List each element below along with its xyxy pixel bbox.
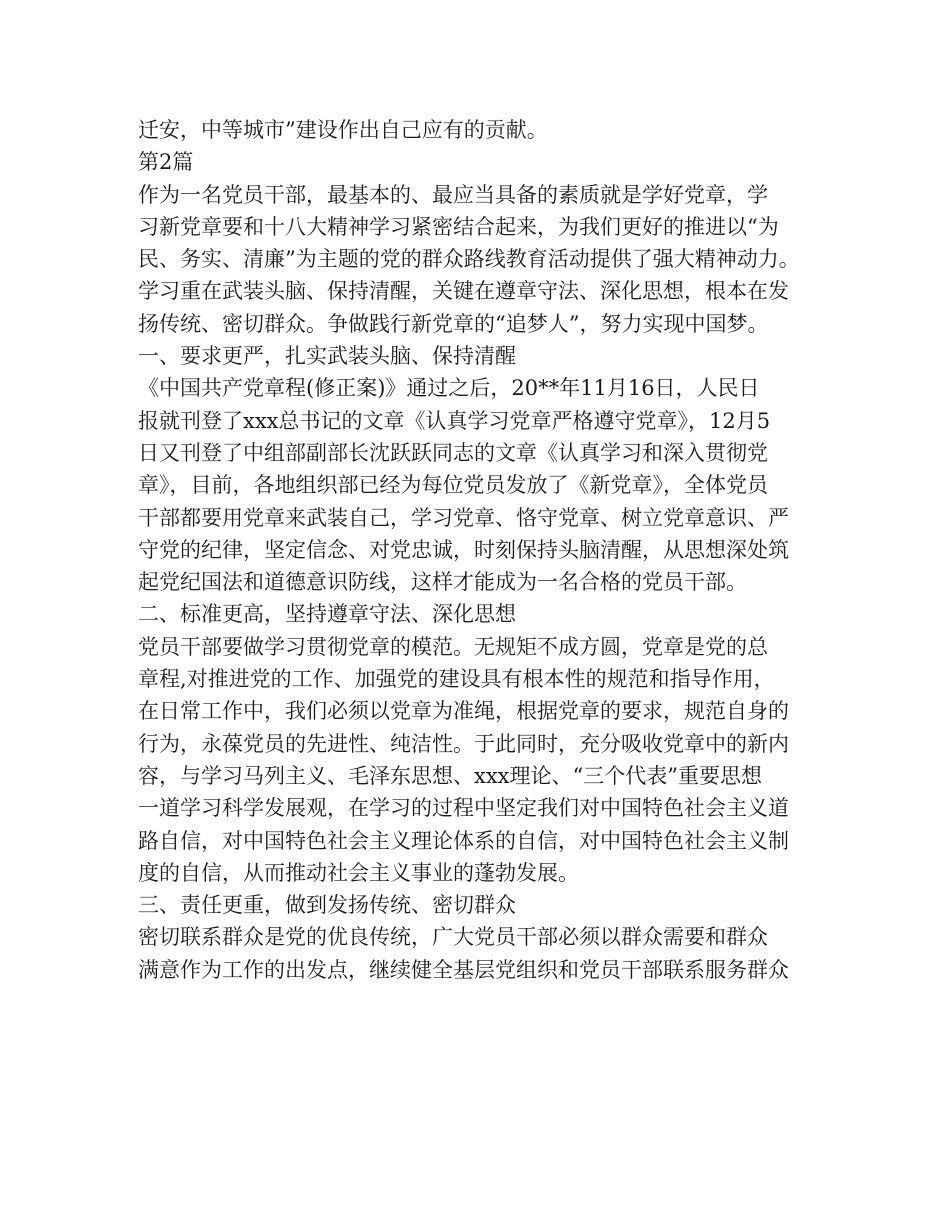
text-line: 行为，永葆党员的先进性、纯洁性。于此同时，充分吸收党章中的新内: [138, 731, 789, 756]
text-line: 习新党章要和十八大精神学习紧密结合起来，为我们更好的推进以“为: [138, 214, 779, 239]
text-line: 作为一名党员干部，最基本的、最应当具备的素质就是学好党章，学: [138, 182, 768, 207]
text-line: 守党的纪律，坚定信念、对党忠诚，时刻保持头脑清醒，从思想深处筑: [138, 537, 789, 562]
subsection-heading: 二、标准更高，坚持遵章守法、深化思想: [138, 602, 516, 627]
text-line: 一道学习科学发展观，在学习的过程中坚定我们对中国特色社会主义道: [138, 796, 789, 821]
text-line: 在日常工作中，我们必须以党章为准绳，根据党章的要求，规范自身的: [138, 699, 789, 724]
text-line: 满意作为工作的出发点，继续健全基层党组织和党员干部联系服务群众: [138, 957, 789, 982]
section-heading: 第2篇: [138, 150, 194, 175]
text-line: 扬传统、密切群众。争做践行新党章的“追梦人”，努力实现中国梦。: [138, 311, 769, 336]
text-line: 报就刊登了xxx总书记的文章《认真学习党章严格遵守党章》，12月5: [138, 408, 771, 433]
text-line: 迁安，中等城市”建设作出自己应有的贡献。: [138, 118, 548, 142]
text-line: 民、务实、清廉”为主题的党的群众路线教育活动提供了强大精神动力。: [138, 247, 800, 272]
text-line: 干部都要用党章来武装自己，学习党章、恪守党章、树立党章意识、严: [138, 505, 789, 530]
text-line: 章程,对推进党的工作、加强党的建设具有根本性的规范和指导作用，: [138, 667, 775, 692]
text-line: 起党纪国法和道德意识防线，这样才能成为一名合格的党员干部。: [138, 570, 747, 595]
text-line: 学习重在武装头脑、保持清醒，关键在遵章守法、深化思想，根本在发: [138, 279, 789, 304]
document-body: [138, 114, 818, 986]
text-line: 章》，目前，各地组织部已经为每位党员发放了《新党章》，全体党员: [138, 473, 768, 498]
text-line: 《中国共产党章程(修正案)》通过之后，20**年11月16日，人民日: [138, 376, 760, 401]
text-line: 容，与学习马列主义、毛泽东思想、xxx理论、“三个代表”重要思想: [138, 763, 762, 788]
text-line: 路自信，对中国特色社会主义理论体系的自信，对中国特色社会主义制: [138, 828, 789, 853]
text-line: 日又刊登了中组部副部长沈跃跃同志的文章《认真学习和深入贯彻党: [138, 440, 768, 465]
text-line: 密切联系群众是党的优良传统，广大党员干部必须以群众需要和群众: [138, 925, 768, 950]
subsection-heading: 一、要求更严，扎实武装头脑、保持清醒: [138, 344, 516, 369]
subsection-heading: 三、责任更重，做到发扬传统、密切群众: [138, 893, 516, 918]
text-line: 党员干部要做学习贯彻党章的模范。无规矩不成方圆，党章是党的总: [138, 634, 768, 659]
text-line: 度的自信，从而推动社会主义事业的蓬勃发展。: [138, 860, 579, 885]
